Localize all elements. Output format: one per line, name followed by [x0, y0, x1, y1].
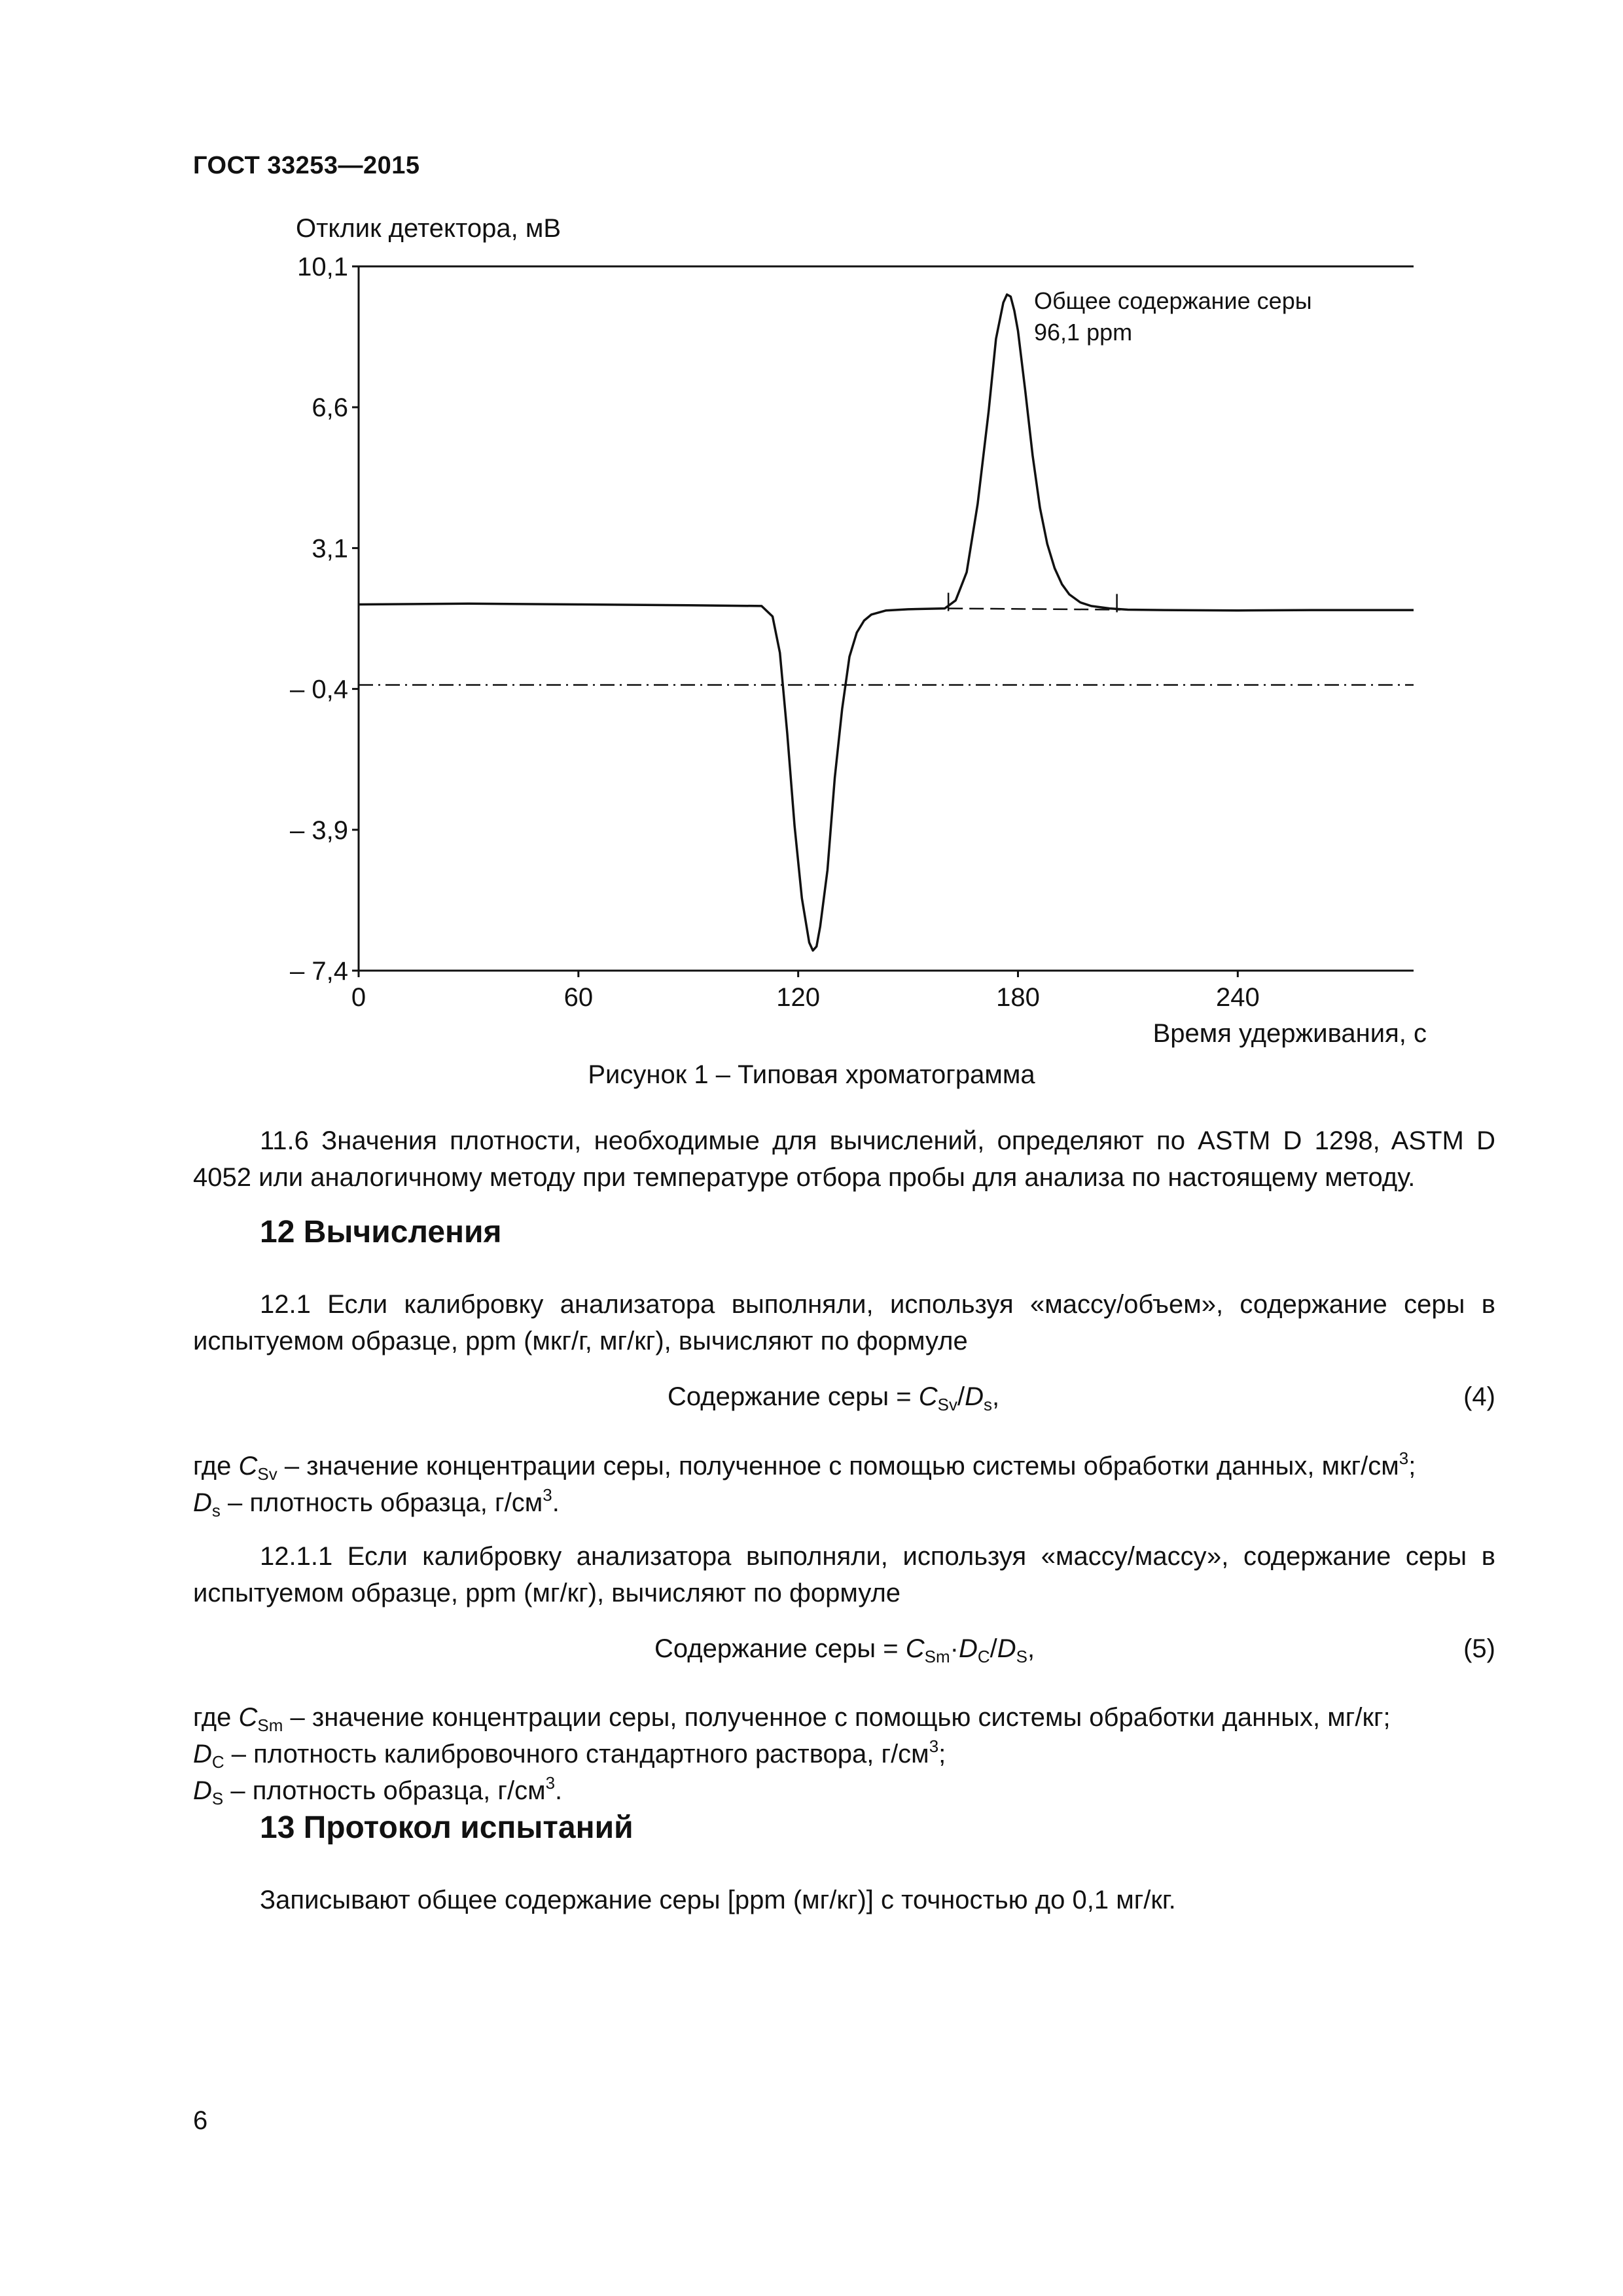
paragraph-12-1: 12.1 Если калибровку анализатора выполняли, используя «массу/объем», содержание серы в испытуемом образце, ppm (мкг/г, мг/кг), вычисляют по формуле: [193, 1290, 1495, 1355]
peak-annotation-line2: 96,1 ppm: [1034, 319, 1133, 346]
y-tick-label: 6,6: [312, 393, 348, 423]
chromatogram-chart: [262, 203, 1440, 1054]
figure-caption: Рисунок 1 – Типовая хроматограмма: [588, 1060, 1035, 1089]
y-tick-label: 10,1: [297, 253, 348, 281]
y-tick-label: 3,1: [312, 534, 348, 564]
formula-4-legend: [193, 1448, 1502, 1521]
formula-5-number: (5): [1463, 1634, 1495, 1663]
section-13-title: 13 Протокол испытаний: [260, 1810, 633, 1845]
x-tick-label: 240: [1215, 983, 1260, 1012]
page-number: 6: [193, 2106, 208, 2135]
x-tick-label: 180: [996, 983, 1040, 1012]
x-tick-label: 60: [563, 983, 594, 1012]
document-header: ГОСТ 33253—2015: [193, 152, 420, 179]
peak-annotation-line1: Общее содержание серы: [1034, 287, 1312, 314]
x-tick-label: 0: [351, 983, 366, 1012]
formula-4: Содержание серы = $C_{Sv}/D_s$,: [668, 1382, 1000, 1414]
formula-5-legend: [193, 1699, 1502, 1809]
chart-series: [359, 295, 1414, 950]
y-tick-label: – 7,4: [290, 957, 348, 986]
series-line-baseline-dashed: [948, 609, 1120, 610]
chart-axes: [359, 266, 1414, 971]
x-axis-label: Время удерживания, с: [1152, 1019, 1427, 1048]
x-tick-label: 120: [776, 983, 821, 1012]
section-12-title: 12 Вычисления: [260, 1215, 502, 1249]
formula-4-number: (4): [1463, 1382, 1495, 1411]
formula-5: Содержание серы = $C_{Sm}\cdot D_C/D_S$,: [654, 1634, 1035, 1666]
legend-line-csm: где $C_{Sm}$ – значение концентрации серы, полученное с помощью системы обработки данных, мг/кг;: [193, 1703, 1391, 1735]
y-tick-label: – 0,4: [290, 675, 348, 704]
y-ticks: [290, 253, 359, 986]
legend-line-ds2: $D_S$ – плотность образца, $г/см^3$.: [193, 1773, 563, 1808]
legend-line-dc: $D_C$ – плотность калибровочного стандартного раствора, $г/см^3$;: [193, 1736, 946, 1772]
paragraph-13: Записывают общее содержание серы [ppm (мг/кг)] с точностью до 0,1 мг/кг.: [260, 1886, 1176, 1914]
legend-line-csv: где $C_{Sv}$ – значение концентрации серы, полученное с помощью системы обработки данных, мкг/$см^3$;: [193, 1448, 1416, 1484]
paragraph-11-6: 11.6 Значения плотности, необходимые для вычислений, определяют по ASTM D 1298, ASTM D 4052 или аналогичному методу при температуре отбора пробы для анализа по настоящему методу.: [193, 1126, 1495, 1192]
paragraph-12-1-1: 12.1.1 Если калибровку анализатора выполняли, используя «массу/массу», содержание серы в испытуемом образце, ppm (мг/кг), вычисляют по формуле: [193, 1542, 1495, 1607]
y-axis-label: Отклик детектора, мВ: [296, 214, 562, 243]
legend-line-ds: $D_s$ – плотность образца, $г/см^3$.: [193, 1485, 560, 1520]
y-tick-label: – 3,9: [290, 816, 348, 845]
series-line-signal: [359, 295, 1414, 950]
x-ticks: [351, 971, 1260, 1012]
